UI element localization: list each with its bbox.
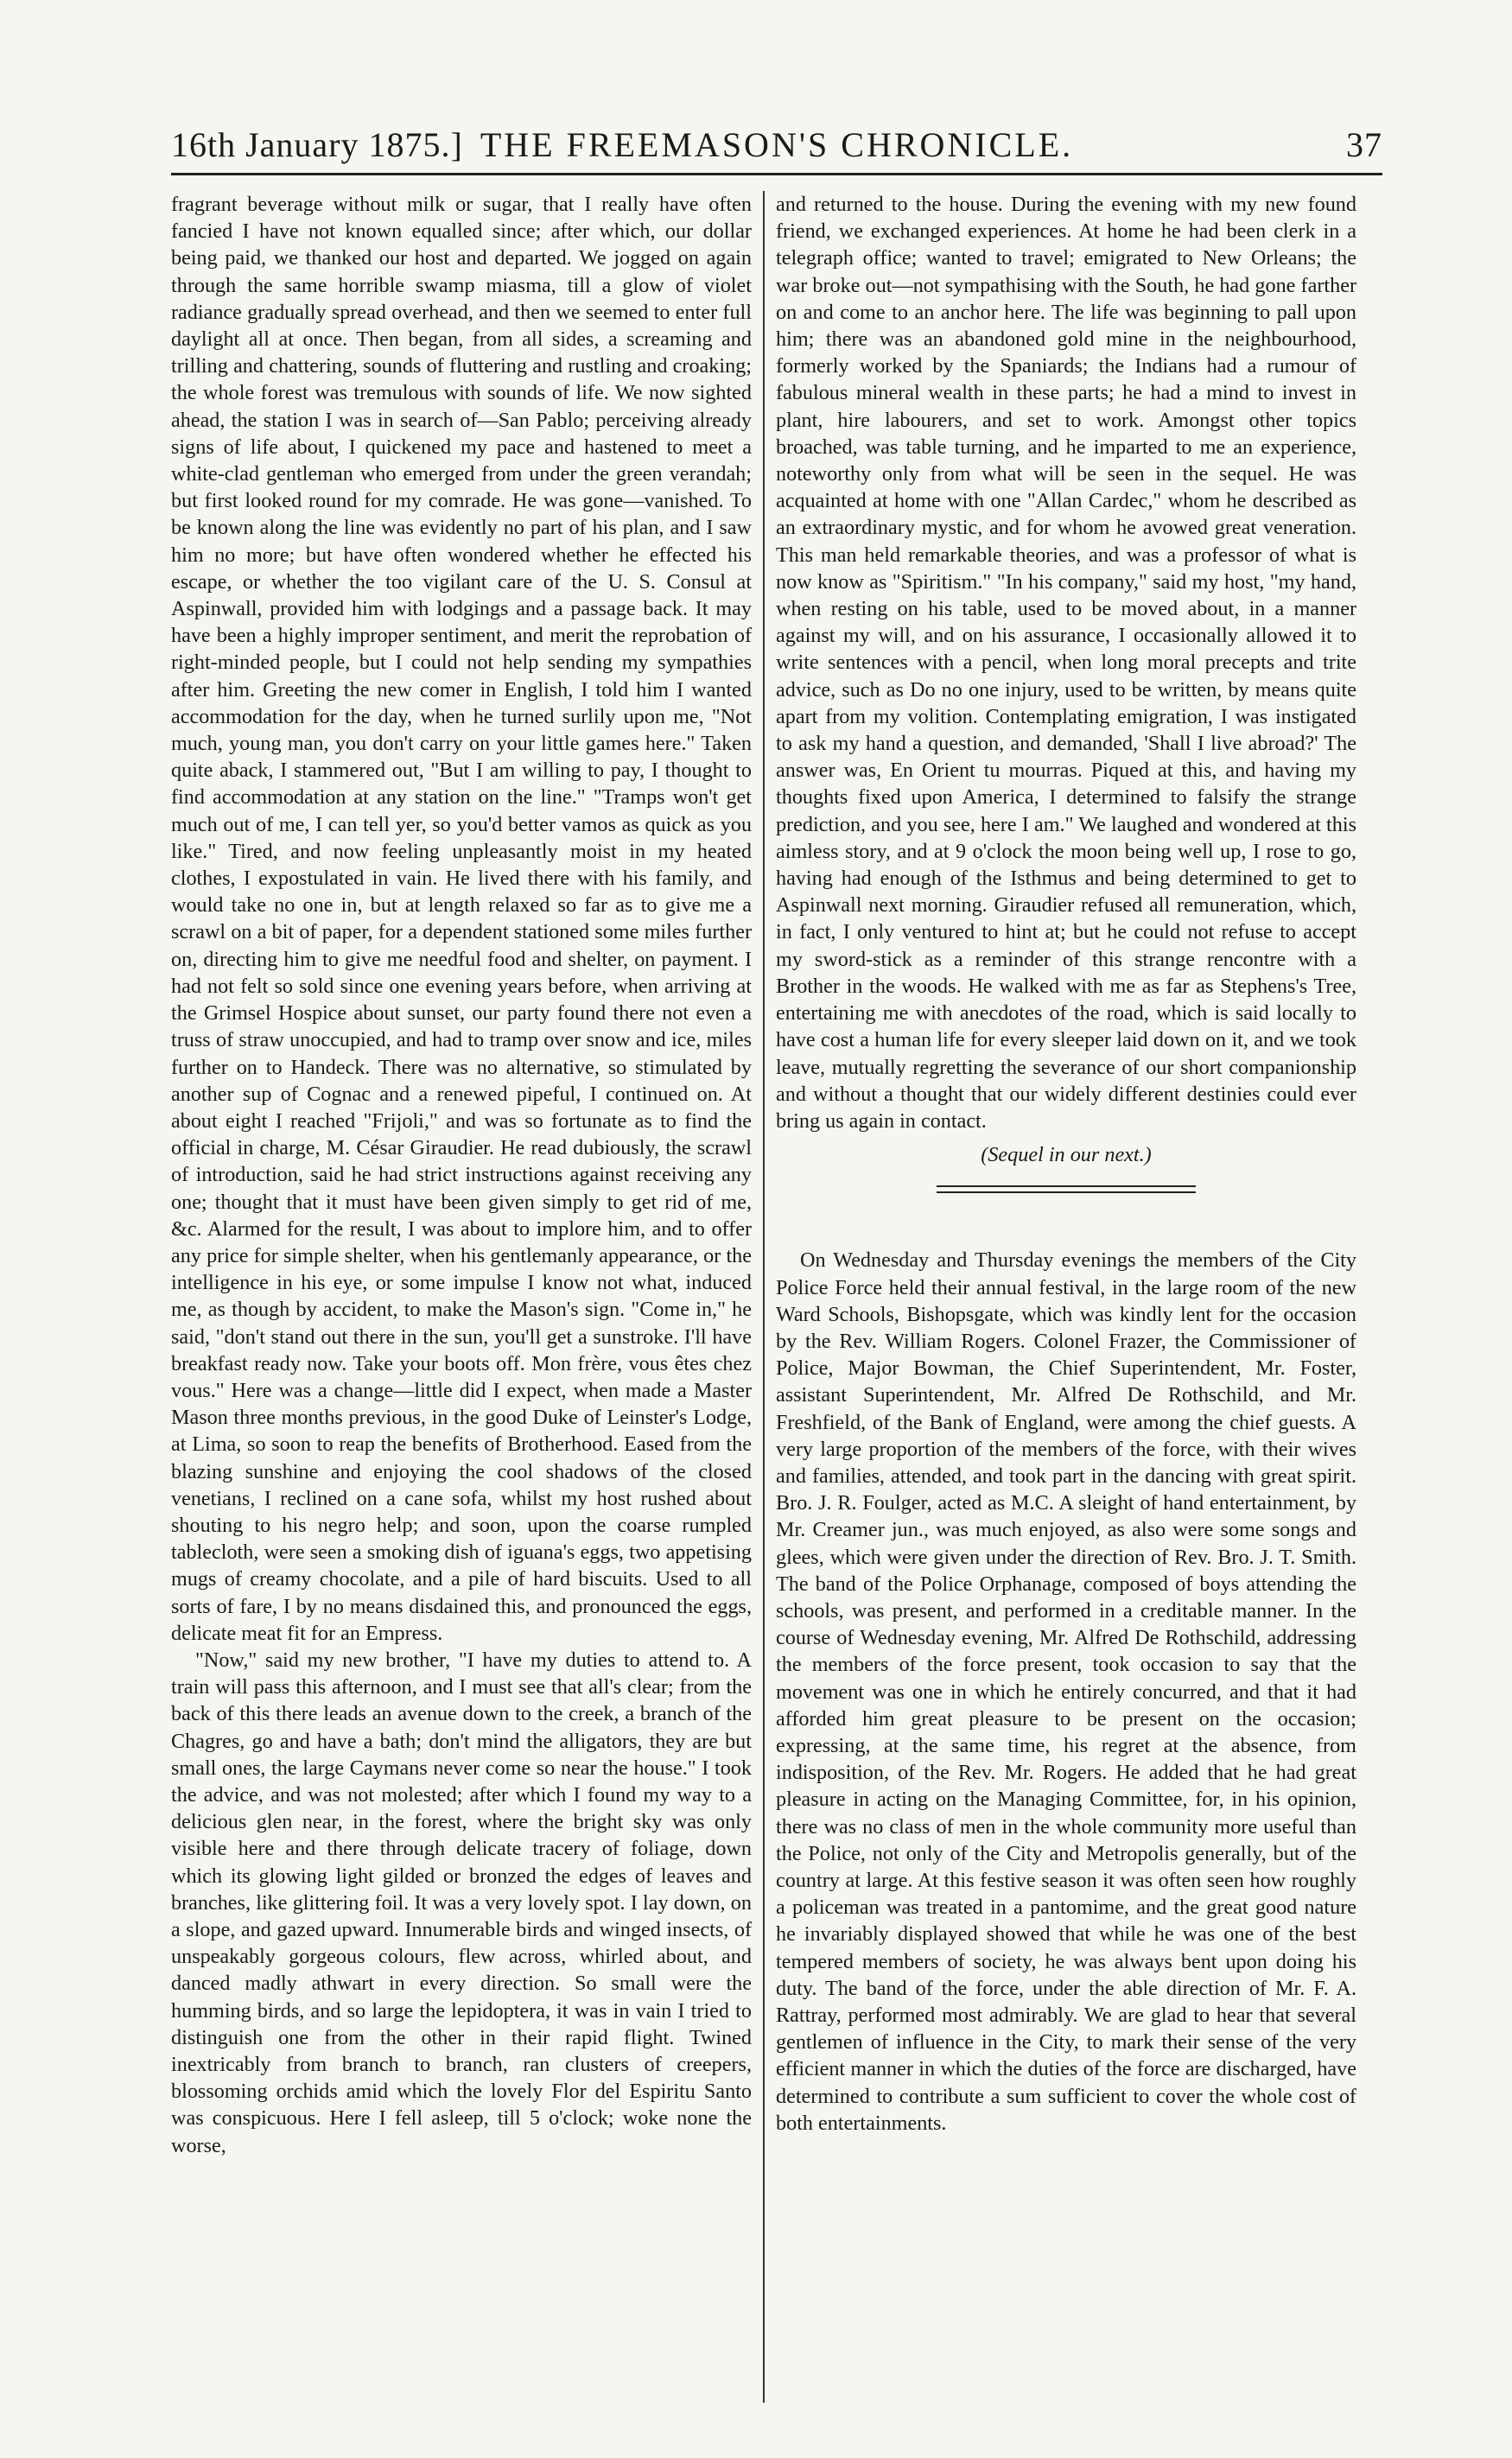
masthead (171, 121, 1382, 175)
left-paragraph-2: "Now," said my new brother, "I have my duties to attend to. A train will pass this afternoon, and I must see that all's clear; from the back of this there leads an avenue down to the creek, a branch of the Chagres, go and have a bath; don't mind the alligators, they are but small ones, the large Caymans never come so near the house." I took the advice, and was not molested; after which I found my way to a delicious glen near, in the forest, where the bright sky was only visible here and there through delicate tracery of foliage, down which its glowing light gilded or bronzed the edges of leaves and branches, like glittering foil. It was a very lovely spot. I lay down, on a slope, and gazed upward. Innumerable birds and winged insects, of unspeakably gorgeous colours, flew across, whirled about, and danced madly athwart in every direction. So small were the humming birds, and so large the lepidoptera, it was in vain I tried to distinguish one from the other in their rapid flight. Twined inextricably from branch to branch, ran clusters of creepers, blossoming orchids amid which the lovely Flor del Espiritu Santo was conspicuous. Here I fell asleep, till 5 o'clock; woke none the worse, (171, 1648, 752, 2157)
issue-date: 16th January 1875.] (171, 125, 463, 164)
article-columns (171, 191, 1382, 2403)
section-divider (937, 1185, 1196, 1193)
police-festival-article: On Wednesday and Thursday evenings the members of the City Police Force held their annual festival, in the large room of the new Ward Schools, Bishopsgate, which was kindly lent for the occasion by the Rev. William Rogers. Colonel Frazer, the Commissioner of Police, Major Bowman, the Chief Superintendent, Mr. Foster, assistant Superintendent, Mr. Alfred De Rothschild, and Mr. Freshfield, of the Bank of England, were among the chief guests. A very large proportion of the members of the force, with their wives and families, attended, and took part in the dancing with great spirit. Bro. J. R. Foulger, acted as M.C. A sleight of hand entertainment, by Mr. Creamer jun., was much enjoyed, as also were some songs and glees, which were given under the direction of Rev. Bro. J. T. Smith. The band of the Police Orphanage, composed of boys attending the schools, was present, and performed in a creditable manner. In the course of Wednesday evening, Mr. Alfred De Rothschild, addressing the members of the force present, took occasion to say that the movement was one in which he entirely concurred, and that it had afforded him great pleasure to be present on the occasion; expressing, at the same time, his regret at the absence, from indisposition, of the Rev. Mr. Rogers. He added that he had great pleasure in acting on the Managing Committee, for, in his opinion, there was no class of men in the whole community more useful than the Police, not only of the City and Metropolis generally, but of the country at large. At this festive season it was often seen how roughly a policeman was treated in a pantomime, and the great good nature he invariably displayed showed that while he was one of the best tempered members of society, he was always bent upon doing his duty. The band of the force, under the able direction of Mr. F. A. Rattray, performed most admirably. We are glad to hear that several gentlemen of influence in the City, to mark their sense of the very efficient manner in which the duties of the force are discharged, have determined to contribute a sum sufficient to cover the whole cost of both entertainments. (776, 1248, 1356, 2135)
right-column (776, 191, 1356, 2403)
left-column (171, 191, 752, 2403)
sequel-note: (Sequel in our next.) (981, 1143, 1152, 1167)
column-rule (763, 191, 765, 2403)
page-number: 37 (1346, 125, 1382, 164)
left-paragraph-1: fragrant beverage without milk or sugar, that I really have often fancied I have not known equalled since; after which, our dollar being paid, we thanked our host and departed. We jogged on again through the same horrible swamp miasma, till a glow of violet radiance gradually spread overhead, and then we seemed to enter full daylight all at once. Then began, from all sides, a screaming and trilling and chattering, sounds of fluttering and rustling and croaking; the whole forest was tremulous with sounds of life. We now sighted ahead, the station I was in search of—San Pablo; perceiving already signs of life about, I quickened my pace and hastened to meet a white-clad gentleman who emerged from under the green verandah; but first looked round for my comrade. He was gone—vanished. To be known along the line was evidently no part of his plan, and I saw him no more; but have often wondered whether he effected his escape, or whether the too vigilant care of the U. S. Consul at Aspinwall, provided him with lodgings and a passage back. It may have been a highly improper sentiment, and merit the reprobation of right-minded people, but I could not help sending my sympathies after him. Greeting the new comer in English, I told him I wanted accommodation for the day, when he turned surlily upon me, "Not much, young man, you don't carry on your little games here." Taken quite aback, I stammered out, "But I am willing to pay, I thought to find accommodation at any station on the line." "Tramps won't get much out of me, I can tell yer, so you'd better vamos as quick as you like." Tired, and now feeling unpleasantly moist in my heated clothes, I expostulated in vain. He lived there with his family, and would take no one in, but at length relaxed so far as to give me a scrawl on a bit of paper, for a dependent stationed some miles further on, directing him to give me needful food and shelter, on payment. I had not felt so sold since one evening years before, when arriving at the Grimsel Hospice about sunset, our party found there not even a truss of straw unoccupied, and had to tramp over snow and ice, miles further on to Handeck. There was no alternative, so stimulated by another sup of Cognac and a renewed pipeful, I continued on. At about eight I reached "Frijoli," and was so fortunate as to find the official in charge, M. César Giraudier. He read dubiously, the scrawl of introduction, said he had strict instructions against receiving any one; thought that it must have been given simply to get rid of me, &c. Alarmed for the result, I was about to implore him, and to offer any price for simple shelter, when his gentlemanly appearance, or the intelligence in his eye, or some impulse I know not what, induced me, as though by accident, to make the Mason's sign. "Come in," he said, "don't stand out there in the sun, you'll get a sunstroke. I'll have breakfast ready now. Take your boots off. Mon frère, vous êtes chez vous." Here was a change—little did I expect, when made a Master Mason three months previous, in the good Duke of Leinster's Lodge, at Lima, so soon to reap the benefits of Brotherhood. Eased from the blazing sunshine and enjoying the cool shadows of the closed venetians, I reclined on a cane sofa, whilst my host rushed about shouting to his negro help; and soon, upon the coarse rumpled tablecloth, were seen a smoking dish of iguana's eggs, two appetising mugs of creamy chocolate, and a pile of hard biscuits. Used to all sorts of fare, I by no means disdained this, and pronounced the eggs, delicate meat fit for an Empress. (171, 193, 752, 1645)
right-paragraph-1: and returned to the house. During the evening with my new found friend, we exchanged experiences. At home he had been clerk in a telegraph office; wanted to travel; emigrated to New Orleans; the war broke out—not sympathising with the South, he had gone farther on and come to an anchor here. The life was beginning to pall upon him; there was an abandoned gold mine in the neighbourhood, formerly worked by the Spaniards; the Indians had a rumour of fabulous mineral wealth in these parts; he had a mind to invest in plant, hire labourers, and set to work. Amongst other topics broached, was table turning, and he imparted to me an experience, noteworthy only from what will be seen in the sequel. He was acquainted at home with one "Allan Cardec," whom he described as an extraordinary mystic, and for whom he avowed great veneration. This man held remarkable theories, and was a professor of what is now know as "Spiritism." "In his company," said my host, "my hand, when resting on his table, used to be moved about, in a manner against my will, and on his assurance, I occasionally allowed it to write sentences with a pencil, when long moral precepts and trite advice, such as Do no one injury, used to be written, by means quite apart from my volition. Contemplating emigration, I was instigated to ask my hand a question, and demanded, 'Shall I live abroad?' The answer was, En Orient tu mourras. Piqued at this, and having my thoughts fixed upon America, I determined to falsify the strange prediction, and you see, here I am." We laughed and wondered at this aimless story, and at 9 o'clock the moon being well up, I rose to go, having had enough of the Isthmus and being determined to get to Aspinwall next morning. Giraudier refused all remuneration, which, in fact, I only ventured to hint at; but he could not refuse to accept my sword-stick as a reminder of this strange rencontre with a Brother in the woods. He walked with me as far as Stephens's Tree, entertaining me with anecdotes of the road, which is said locally to have cost a human life for every sleeper laid down on it, and we took leave, mutually regretting the severance of our short companionship and without a thought that our widely different destinies could ever bring us again in contact. (776, 193, 1356, 1133)
publication-title: THE FREEMASON'S CHRONICLE. (480, 125, 1074, 164)
